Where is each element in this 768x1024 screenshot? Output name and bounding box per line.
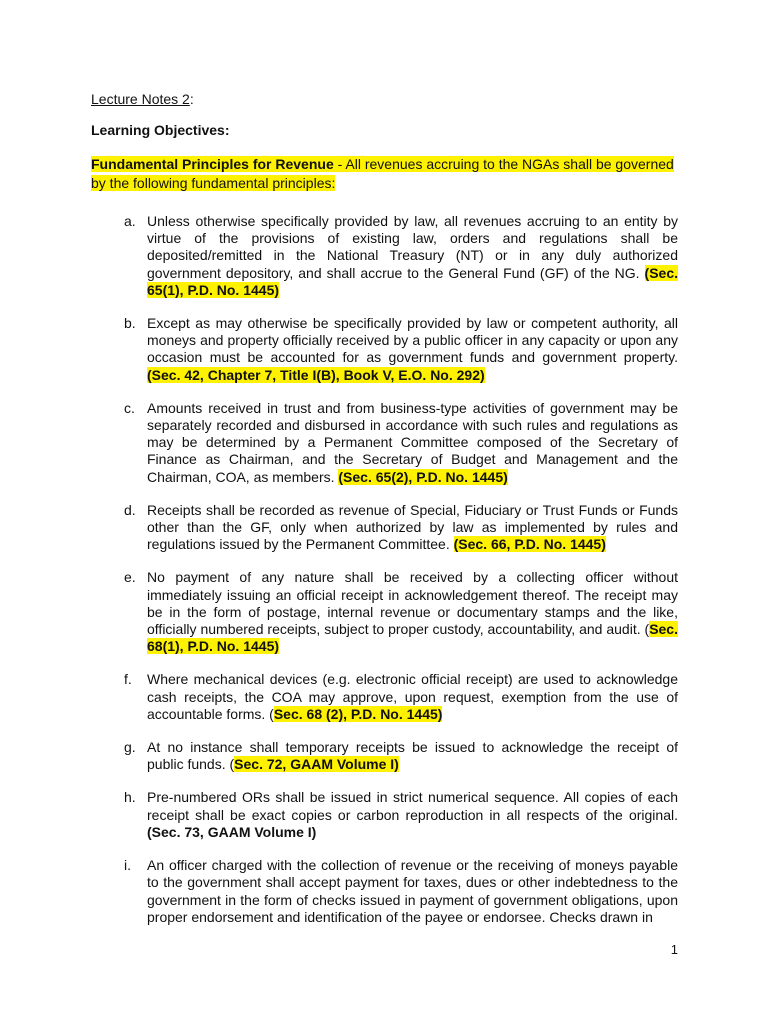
principle-text: Receipts shall be recorded as revenue of Special, Fiduciary or Trust Funds or Funds other than the GF, only when authorized by law as implemented by rules and regulations issued by the Permanent Committee. bbox=[147, 501, 678, 553]
principle-citation: (Sec. 66, P.D. No. 1445) bbox=[453, 536, 606, 553]
principle-letter: c. bbox=[124, 399, 135, 416]
principle-item bbox=[91, 789, 678, 841]
page-number: 1 bbox=[670, 942, 678, 957]
principle-text: At no instance shall temporary receipts be issued to acknowledge the receipt of public funds. ( bbox=[147, 739, 678, 773]
principle-citation: Sec. 72, GAAM Volume I) bbox=[234, 756, 399, 773]
principle-letter: e. bbox=[124, 569, 136, 586]
principle-item bbox=[91, 213, 678, 299]
principle-citation: (Sec. 42, Chapter 7, Title I(B), Book V, E.O. No. 292) bbox=[147, 366, 485, 383]
principle-letter: d. bbox=[124, 501, 136, 518]
principle-letter: i. bbox=[124, 857, 131, 874]
principle-item bbox=[91, 739, 678, 773]
principle-letter: g. bbox=[124, 739, 136, 756]
principle-citation: (Sec. 65(1), P.D. No. 1445) bbox=[147, 264, 678, 298]
principle-citation: (Sec. 65(2), P.D. No. 1445) bbox=[338, 468, 508, 485]
principle-item bbox=[91, 569, 678, 655]
intro-text: - All revenues accruing to the NGAs shall be governed by the following fundamental principles: bbox=[91, 156, 674, 191]
principle-text: Pre-numbered ORs shall be issued in strict numerical sequence. All copies of each receipt shall be exact copies or carbon reproduction in all respects of the original. bbox=[147, 789, 678, 823]
principle-citation: Sec. 68 (2), P.D. No. 1445) bbox=[273, 705, 443, 722]
intro-bold-heading: Fundamental Principles for Revenue bbox=[91, 156, 334, 172]
principle-item bbox=[91, 857, 678, 926]
lecture-title-text: Lecture Notes 2 bbox=[91, 91, 190, 107]
principle-letter: h. bbox=[124, 789, 136, 806]
principle-text: Except as may otherwise be specifically provided by law or competent authority, all moneys and property officially received by a public officer in any capacity or upon any occasion must be accounted for as government funds and government property. bbox=[147, 315, 678, 366]
principle-text: No payment of any nature shall be received by a collecting officer without immediately issuing an official receipt in acknowledgement thereof. The receipt may be in the form of postage, internal revenue or documentary stamps and the like, officially numbered receipts, subject to proper custody, accountability, and audit. ( bbox=[147, 569, 678, 638]
principle-text: An officer charged with the collection of revenue or the receiving of moneys payable to the government shall accept payment for taxes, dues or other indebtedness to the government in the form of checks issued in payment of government obligations, upon proper endorsement and identification of the payee or endorsee. Checks drawn in bbox=[147, 857, 678, 925]
principles-list bbox=[91, 213, 678, 926]
principle-citation: Sec. 68(1), P.D. No. 1445) bbox=[147, 621, 678, 655]
objectives-heading: Learning Objectives: bbox=[91, 122, 230, 138]
lecture-title-colon: : bbox=[189, 91, 194, 107]
principle-item bbox=[91, 400, 678, 486]
principle-letter: a. bbox=[124, 213, 136, 229]
principle-citation: (Sec. 73, GAAM Volume I) bbox=[147, 823, 317, 840]
principle-letter: b. bbox=[124, 315, 136, 332]
principle-item bbox=[91, 315, 678, 384]
principle-text: Where mechanical devices (e.g. electronic official receipt) are used to acknowledge cash receipts, the COA may approve, upon request, exemption from the use of accountable forms. ( bbox=[147, 671, 678, 722]
principle-item bbox=[91, 502, 678, 554]
principle-text: Unless otherwise specifically provided by law, all revenues accruing to an entity by virtue of the provisions of existing law, orders and regulations shall be deposited/remitted in the National Treasury (NT) or in any duly authorized government depository, and shall accrue to the General Fund (GF) of the NG. bbox=[147, 213, 678, 281]
lecture-title bbox=[91, 90, 678, 109]
intro-highlight bbox=[91, 156, 674, 191]
intro-paragraph bbox=[91, 155, 678, 193]
principle-item bbox=[91, 671, 678, 723]
principle-letter: f. bbox=[124, 671, 132, 688]
principle-text: Amounts received in trust and from business-type activities of government may be separately recorded and disbursed in accordance with such rules and regulations as may be determined by a Permanent Committee composed of the Secretary of Finance as Chairman, and the Secretary of Budget and Management and the Chairman, COA, as members. bbox=[147, 399, 678, 485]
